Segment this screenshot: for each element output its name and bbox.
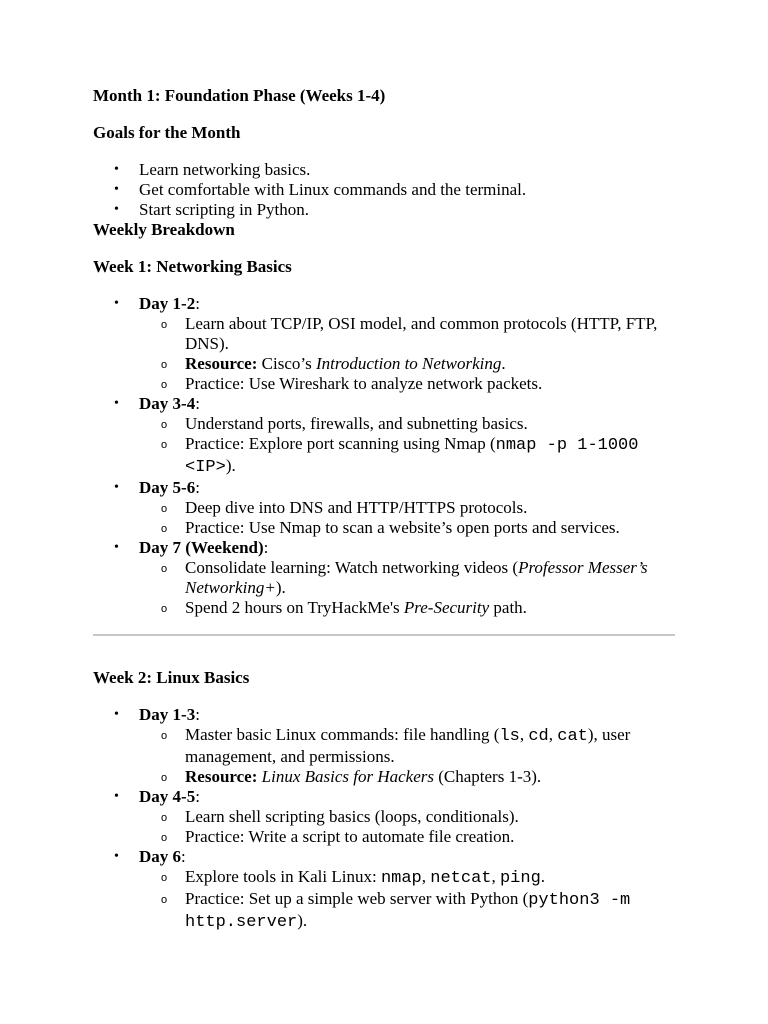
sub-item: o Learn about TCP/IP, OSI model, and common protocols (HTTP, FTP, DNS). — [139, 314, 678, 354]
inline-code: cd — [528, 727, 549, 746]
horizontal-divider — [93, 634, 675, 636]
day-label: Day 1-2 — [139, 294, 196, 313]
week2-days-list — [93, 705, 678, 933]
sub-item: o Spend 2 hours on TryHackMe's Pre-Security path. — [139, 598, 678, 618]
resource-label: Resource: — [185, 767, 258, 786]
sub-item: o Practice: Use Nmap to scan a website’s open ports and services. — [139, 518, 678, 538]
day-label: Day 3-4 — [139, 394, 196, 413]
sub-item: o Master basic Linux commands: file handling (ls, cd, cat), user management, and permissions. — [139, 725, 678, 767]
day-item: • Day 1-3: o Master basic Linux commands: file handling (ls, cd, cat), user management, and permissions. o Resource: Linux Basics for Hackers (Chapters 1-3). — [93, 705, 678, 787]
sub-item: o Practice: Use Wireshark to analyze network packets. — [139, 374, 678, 394]
day-label: Day 6 — [139, 847, 182, 866]
inline-code: nmap -p 1-1000 <IP> — [185, 436, 639, 477]
weekly-breakdown-heading: Weekly Breakdown — [93, 220, 235, 239]
goals-list — [93, 160, 678, 220]
sub-item: o Explore tools in Kali Linux: nmap, netcat, ping. — [139, 867, 678, 889]
day-item: • Day 5-6: o Deep dive into DNS and HTTP/HTTPS protocols. o Practice: Use Nmap to scan a website’s open ports and services. — [93, 478, 678, 538]
sub-item: o Practice: Set up a simple web server with Python (python3 -m http.server). — [139, 889, 678, 933]
document-body — [93, 86, 678, 933]
sub-item: o Practice: Write a script to automate file creation. — [139, 827, 678, 847]
sub-item: o Deep dive into DNS and HTTP/HTTPS protocols. — [139, 498, 678, 518]
week1-title: Week 1: Networking Basics — [93, 257, 292, 276]
sub-item: o Understand ports, firewalls, and subnetting basics. — [139, 414, 678, 434]
day-subitems — [139, 558, 678, 618]
day-label: Day 5-6 — [139, 478, 196, 497]
day-subitems — [139, 498, 678, 538]
day-label: Day 1-3 — [139, 705, 196, 724]
inline-code: ping — [499, 869, 541, 888]
week1-days-list — [93, 294, 678, 618]
inline-code: cat — [557, 727, 588, 746]
day-subitems — [139, 725, 678, 787]
day-label: Day 7 (Weekend) — [139, 538, 264, 557]
goal-item: • Get comfortable with Linux commands and the terminal. — [93, 180, 678, 200]
sub-item: o Practice: Explore port scanning using Nmap (nmap -p 1-1000 <IP>). — [139, 434, 678, 478]
sub-item: o Resource: Linux Basics for Hackers (Chapters 1-3). — [139, 767, 678, 787]
inline-code: python3 -m http.server — [185, 891, 631, 932]
day-label: Day 4-5 — [139, 787, 196, 806]
sub-item: o Resource: Cisco’s Introduction to Networking. — [139, 354, 678, 374]
goal-item: • Learn networking basics. — [93, 160, 678, 180]
resource-label: Resource: — [185, 354, 258, 373]
month-title: Month 1: Foundation Phase (Weeks 1-4) — [93, 86, 386, 105]
day-item: • Day 4-5: o Learn shell scripting basics (loops, conditionals). o Practice: Write a script to automate file creation. — [93, 787, 678, 847]
day-item: • Day 1-2: o Learn about TCP/IP, OSI model, and common protocols (HTTP, FTP, DNS). o Resource: Cisco’s Introduction to Networking. o Practice: Use Wireshark to analyze network packets. — [93, 294, 678, 394]
sub-item: o Consolidate learning: Watch networking videos (Professor Messer’s Networking+). — [139, 558, 678, 598]
day-item: • Day 3-4: o Understand ports, firewalls, and subnetting basics. o Practice: Explore port scanning using Nmap (nmap -p 1-1000 <IP>). — [93, 394, 678, 478]
inline-code: ls — [499, 727, 520, 746]
day-item: • Day 6: o Explore tools in Kali Linux: nmap, netcat, ping. o Practice: Set up a simple web server with Python (python3 -m http.server). — [93, 847, 678, 933]
goals-heading: Goals for the Month — [93, 123, 241, 142]
goal-item: • Start scripting in Python. — [93, 200, 678, 220]
day-subitems — [139, 314, 678, 394]
day-subitems — [139, 414, 678, 478]
sub-item: o Learn shell scripting basics (loops, conditionals). — [139, 807, 678, 827]
day-item: • Day 7 (Weekend): o Consolidate learning: Watch networking videos (Professor Messer’s Networking+). o Spend 2 hours on TryHackMe's Pre-Security path. — [93, 538, 678, 618]
day-subitems — [139, 807, 678, 847]
day-subitems — [139, 867, 678, 933]
inline-code: nmap — [380, 869, 422, 888]
week2-title: Week 2: Linux Basics — [93, 668, 250, 687]
inline-code: netcat — [430, 869, 492, 888]
